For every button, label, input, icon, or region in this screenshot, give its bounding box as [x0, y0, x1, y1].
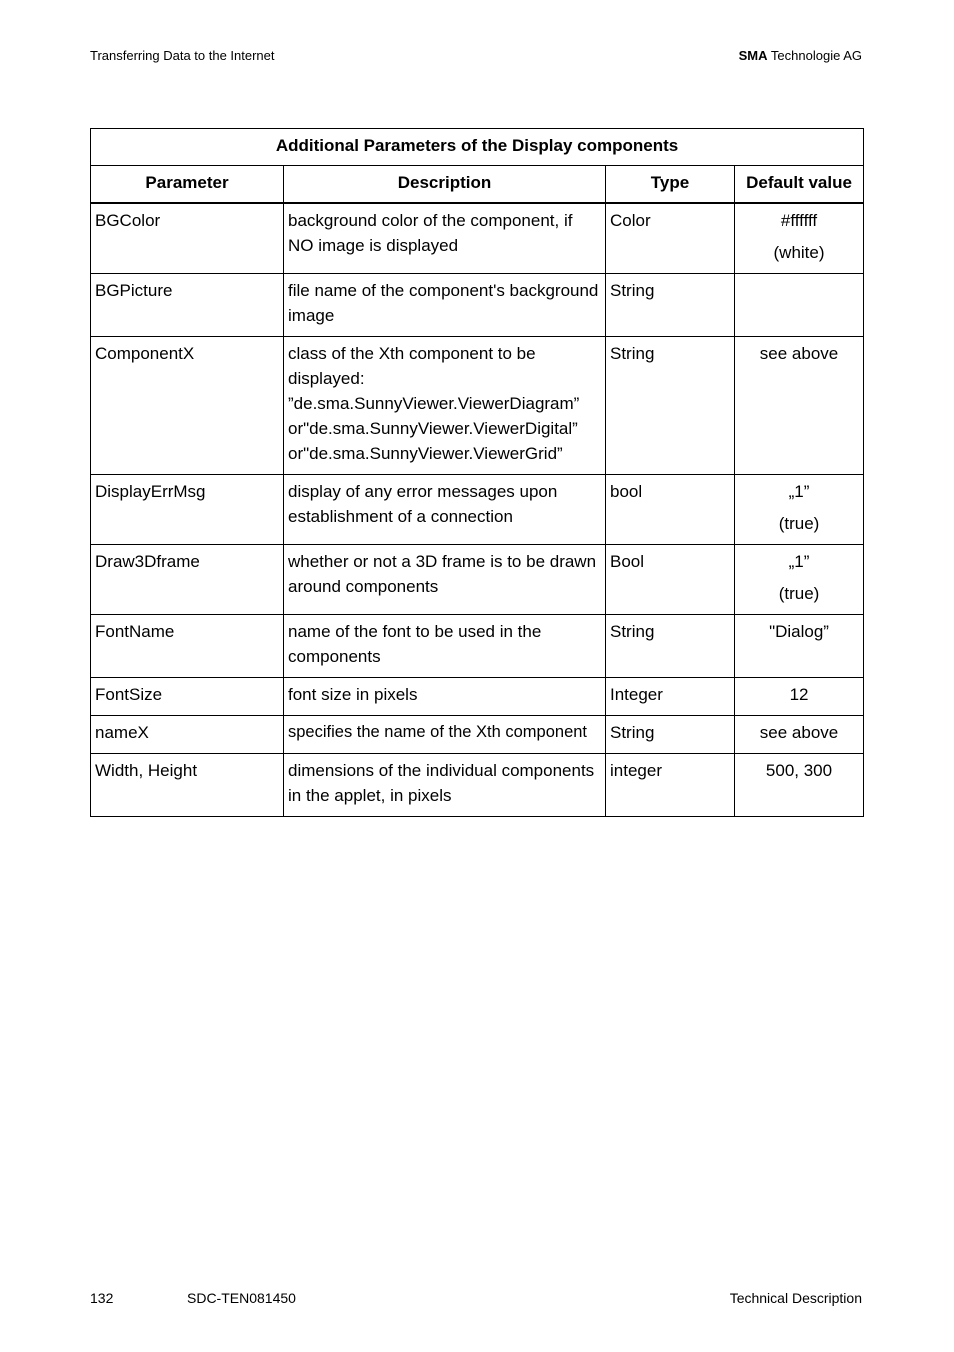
default-line: 12 — [789, 684, 809, 704]
cell-parameter: BGColor — [91, 203, 284, 274]
cell-parameter: BGPicture — [91, 273, 284, 336]
parameters-table — [90, 128, 864, 817]
default-line: "Dialog” — [769, 621, 829, 641]
column-header-default-value: Default value — [735, 166, 864, 203]
cell-default — [735, 614, 864, 677]
cell-default — [735, 336, 864, 474]
cell-description: background color of the component, if NO image is displayed — [284, 203, 606, 274]
cell-type: Integer — [606, 677, 735, 715]
default-line: (true) — [778, 513, 820, 533]
cell-type: integer — [606, 753, 735, 816]
running-header-title: Transferring Data to the Internet — [90, 48, 275, 63]
cell-type: String — [606, 336, 735, 474]
cell-type: String — [606, 715, 735, 753]
cell-description: font size in pixels — [284, 677, 606, 715]
table-row — [91, 203, 864, 274]
cell-description: dimensions of the individual components in the applet, in pixels — [284, 753, 606, 816]
default-line: 500, 300 — [765, 760, 833, 780]
cell-parameter: Draw3Dframe — [91, 544, 284, 614]
cell-description: class of the Xth component to be displayed: ”de.sma.SunnyViewer.ViewerDiagram” or"de.sma.SunnyViewer.ViewerDigital” or"de.sma.SunnyViewer.ViewerGrid” — [284, 336, 606, 474]
company-name: Technologie AG — [770, 48, 862, 63]
cell-description: whether or not a 3D frame is to be drawn around components — [284, 544, 606, 614]
cell-default — [735, 273, 864, 336]
table-row — [91, 753, 864, 816]
cell-parameter: DisplayErrMsg — [91, 474, 284, 544]
cell-type: String — [606, 273, 735, 336]
cell-parameter: FontName — [91, 614, 284, 677]
column-header-parameter: Parameter — [91, 166, 284, 203]
cell-default — [735, 753, 864, 816]
cell-default — [735, 715, 864, 753]
cell-description: file name of the component's background image — [284, 273, 606, 336]
table-row — [91, 614, 864, 677]
company-brand: SMA — [738, 48, 768, 63]
default-line: see above — [759, 343, 839, 363]
cell-parameter: nameX — [91, 715, 284, 753]
table-title: Additional Parameters of the Display components — [91, 129, 864, 166]
cell-default — [735, 544, 864, 614]
running-header-company — [739, 48, 862, 63]
cell-type: Color — [606, 203, 735, 274]
cell-type: String — [606, 614, 735, 677]
document-type: Technical Description — [729, 1290, 862, 1306]
cell-parameter: ComponentX — [91, 336, 284, 474]
default-line: „1” — [788, 481, 810, 501]
cell-default — [735, 677, 864, 715]
table-row — [91, 544, 864, 614]
document-id: SDC-TEN081450 — [187, 1290, 296, 1306]
table-row — [91, 715, 864, 753]
table-row — [91, 273, 864, 336]
table-row — [91, 474, 864, 544]
default-line: (white) — [773, 242, 825, 262]
table-row — [91, 336, 864, 474]
cell-parameter: FontSize — [91, 677, 284, 715]
cell-type: Bool — [606, 544, 735, 614]
default-line: (true) — [778, 583, 820, 603]
cell-description: specifies the name of the Xth component — [284, 715, 606, 753]
cell-description: display of any error messages upon establishment of a connection — [284, 474, 606, 544]
column-header-description: Description — [284, 166, 606, 203]
cell-default — [735, 203, 864, 274]
cell-default — [735, 474, 864, 544]
default-line: #ffffff — [780, 210, 818, 230]
table-row — [91, 677, 864, 715]
cell-type: bool — [606, 474, 735, 544]
default-line: see above — [759, 722, 839, 742]
cell-parameter: Width, Height — [91, 753, 284, 816]
cell-description: name of the font to be used in the components — [284, 614, 606, 677]
column-header-type: Type — [606, 166, 735, 203]
default-line: „1” — [788, 551, 810, 571]
page-number: 132 — [90, 1290, 114, 1306]
